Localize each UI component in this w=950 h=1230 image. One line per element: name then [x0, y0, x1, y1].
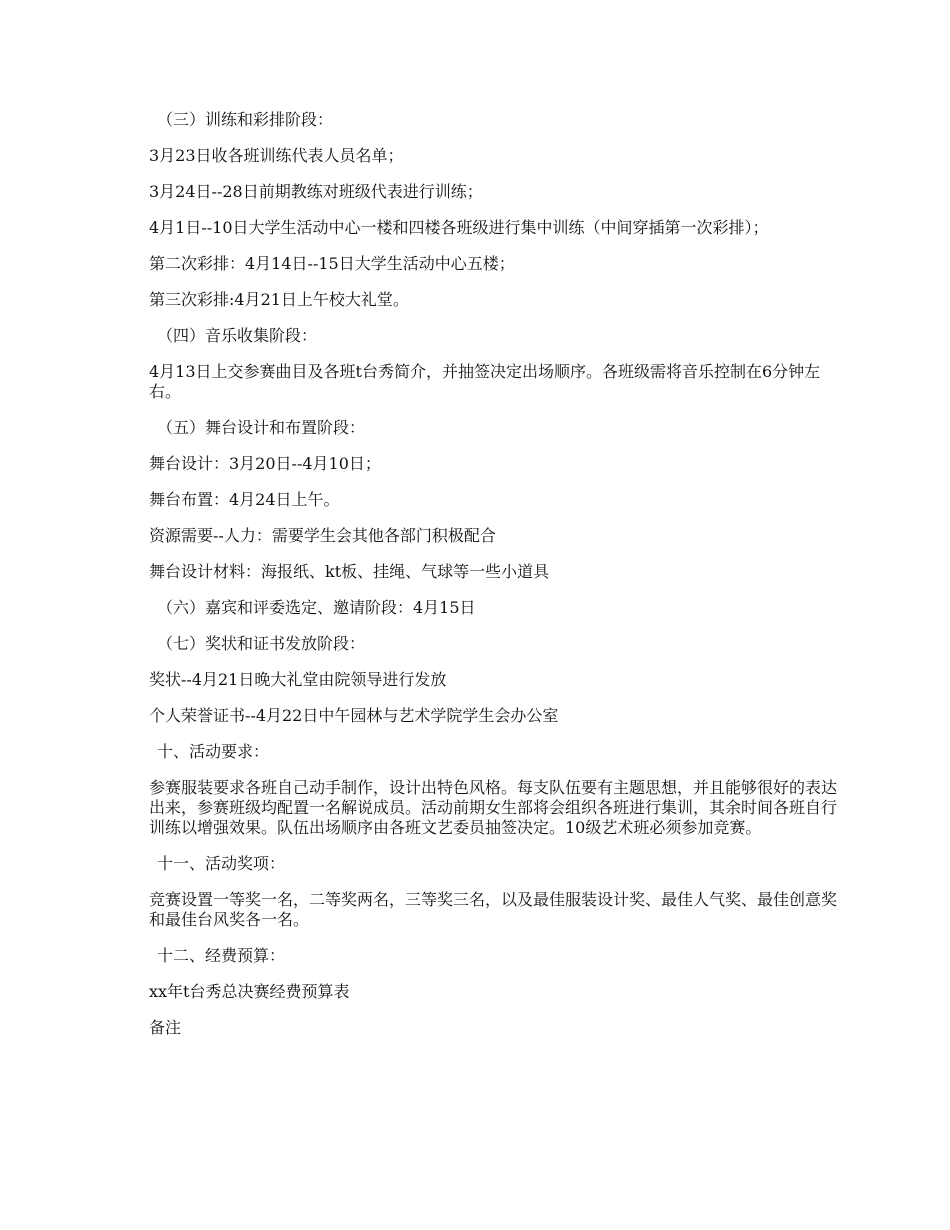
section-heading-awards-issue: （七）奖状和证书发放阶段：	[157, 634, 366, 653]
paragraph: xx年t台秀总决赛经费预算表	[149, 982, 350, 1001]
paragraph: 4月1日--10日大学生活动中心一楼和四楼各班级进行集中训练（中间穿插第一次彩排）；	[149, 218, 769, 237]
section-heading-training: （三）训练和彩排阶段：	[157, 110, 334, 129]
paragraph: 奖状--4月21日晚大礼堂由院领导进行发放	[149, 670, 447, 689]
paragraph: 竞赛设置一等奖一名，二等奖两名，三等奖三名，以及最佳服装设计奖、最佳人气奖、最佳创意奖和最佳台风奖各一名。	[149, 890, 838, 929]
paragraph: 舞台设计：3月20日--4月10日；	[149, 454, 381, 473]
document-body	[149, 110, 841, 1054]
paragraph: 舞台设计材料：海报纸、kt板、挂绳、气球等一些小道具	[149, 562, 550, 581]
section-heading-prizes: 十一、活动奖项：	[157, 854, 286, 873]
paragraph: 第二次彩排：4月14日--15日大学生活动中心五楼；	[149, 254, 515, 273]
section-heading-requirements: 十、活动要求：	[157, 742, 270, 761]
paragraph: 4月13日上交参赛曲目及各班t台秀简介，并抽签决定出场顺序。各班级需将音乐控制在6分钟左右。	[149, 362, 821, 401]
paragraph: 第三次彩排:4月21日上午校大礼堂。	[149, 290, 409, 309]
paragraph: 资源需要--人力：需要学生会其他各部门积极配合	[149, 526, 496, 545]
paragraph: 3月23日收各班训练代表人员名单；	[149, 146, 404, 165]
section-heading-budget: 十二、经费预算：	[157, 946, 286, 965]
section-heading-stage: （五）舞台设计和布置阶段：	[157, 418, 366, 437]
paragraph: 3月24日--28日前期教练对班级代表进行训练；	[149, 182, 483, 201]
paragraph: 备注	[149, 1018, 182, 1037]
section-heading-guests: （六）嘉宾和评委选定、邀请阶段：4月15日	[157, 598, 476, 617]
paragraph: 参赛服装要求各班自己动手制作，设计出特色风格。每支队伍要有主题思想，并且能够很好的表达出来，参赛班级均配置一名解说成员。活动前期女生部将会组织各班进行集训，其余时间各班自行训练以增强效果。队伍出场顺序由各班文艺委员抽签决定。10级艺术班必须参加竞赛。	[149, 778, 838, 837]
section-heading-music: （四）音乐收集阶段：	[157, 326, 318, 345]
paragraph: 舞台布置：4月24日上午。	[149, 490, 340, 509]
paragraph: 个人荣誉证书--4月22日中午园林与艺术学院学生会办公室	[149, 706, 559, 725]
